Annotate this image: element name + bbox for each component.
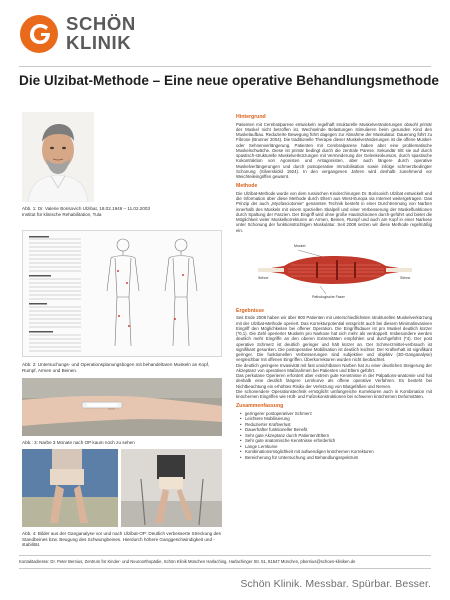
list-item: • Kombinationsmöglichkeit mit aufwendigen knöchernen Korrekturen: [240, 449, 432, 455]
list-item: • Leichtere Mobilisierung: [240, 416, 432, 422]
list-item: • geringerer postoperativer Schmerz: [240, 411, 432, 417]
header-divider: [19, 66, 431, 67]
section-title-results: Ergebnisse: [236, 307, 264, 314]
results-text-4: Die schonendere Operationstechnik ermöglicht umfangreiche Korrekturen auch in Kombination mit knöchernen Eingriffen wie Hüft- und Fußrekonstruktionen bei schweren knöchernen Deformitäten.: [236, 388, 432, 399]
footer-divider-bottom: [19, 568, 431, 569]
schoen-klinik-logo-icon: [19, 14, 59, 54]
results-text-3: Das perkutane Operieren erfordert aber extrem gute Kenntnisse in der Palpations-anatomie und hat deshalb eine deutlich längere Lernkurve als offene operative Verfahren. Es besteht bei Nichtbeachtung ein erhöhtes Risiko der Verletzung von Blutgefäßen und Nerven.: [236, 373, 432, 389]
list-item: • Dauerhafter funktioneller Benefit: [240, 427, 432, 433]
background-text: Patienten mit Cerebralparese entwickeln regelhaft strukturelle Muskelveränderungen obwohl primär der Muskel nicht betroffen ist. Wechselnde Belastungen stimulieren beim gesunden Kind den Muskelaufbau. Reduzierte Bewegung führt dagegen zur Abnahme der Muskulatur. Dauerung führt zu Fibrose (Brunner 2004). Die traditionelle Therapie dieser Muskelveränderungen ist die offene Muskel- oder Sehnenverlängerung. Patienten mit Cerebralparese haben aber eine problematische Muskelschwäche. Diese ist primär bedingt durch die zentrale Parese. Sekundär tritt sie auf durch spastisch-strukturelle Muskelverkürzungen mit Verminderung der Gelenkexkursion, durch spastische Kokontraktion von Agonisten und Antagonisten, aber auch längere durch operative Muskelverlängerungen und durch postoperative Immobilisation sowie infolge schmerzbedingter Schonung (Silverskiöld 1924). In den vergangenen Jahren wird deshalb zunehmend vor Weichteileingriffen gewarnt.: [236, 121, 432, 179]
method-text: Die Ulzibat-Methode wurde von dem russischen Kinderchirurgen Dr. Borisovich Ulzibat entwickelt und die Information über diese Methode durch Eltern aus West-Europa via Internet weitergetragen. Das Prinzip der auch „Myofasciotomie" genannten Technik besteht in einer Durchtrennung von Narben innerhalb des Muskels mit einem speziellen Skalpell und einer Verbesserung der Muskelfunktionen durch Spaltung der Faszien. Der Eingriff wird ohne große Hautinzisionen durch-geführt und bietet die Möglichkeit vieler Muskelkorrekturen an Armen, Beinen, Rumpf und auch am Kopf in einer Narkose unter Schonung der funktionstüchtigen Muskulatur. Seit 2008 setzen wir diese Methode regelmäßig ein.: [236, 190, 432, 233]
list-item: • Lange Lernkurve: [240, 444, 432, 450]
diagram-label-muscle: Muskel: [294, 243, 306, 248]
planning-sheet-image: [22, 230, 222, 357]
footer-divider-top: [19, 555, 431, 556]
portrait-photo: [22, 112, 94, 202]
brand-slogan: Schön Klinik. Messbar. Spürbar. Besser.: [240, 578, 431, 590]
list-item: • Sehr gute anatomische Kenntnisse erforderlich: [240, 438, 432, 444]
scar-photo: [22, 378, 222, 436]
figure-4-caption: Abb. 4: Bilder aus der Ganganalyse vor und nach Ulzibat-OP: Deutlich verbesserte Streckung des Standbeines bzw. Beugung des Schwungbeines. Hierdurch höhere Ganggeschwindigkeit und -stabilität.: [22, 531, 221, 548]
contact-address: Kontaktadresse: Dr. Peter Bernius, Zentrum für Kinder- und Neuroorthopädie, Schön Klinik München Harlaching, Harlachinger Str. 51, 81547 München, pbernius@schoen-kliniken.de: [19, 559, 356, 564]
diagram-label-tendon-right: Sehne: [400, 275, 411, 280]
list-item: • Reduzierter Kraftverlust: [240, 422, 432, 428]
page-title: Die Ulzibat-Methode – Eine neue operative Behandlungsmethode: [19, 73, 439, 88]
diagram-label-fibers: Pathologische Faser: [312, 294, 345, 299]
poster-header: [0, 0, 450, 64]
gait-photo-after: [121, 449, 222, 527]
muscle-diagram: [236, 236, 432, 304]
section-title-summary: Zusammenfassung: [236, 403, 284, 410]
gait-photo-before: [22, 449, 118, 527]
text-column: [236, 114, 432, 460]
brand-line-1: SCHÖN: [66, 13, 136, 34]
list-item: • Sehr gute Akzeptanz durch Patienten/Eltern: [240, 433, 432, 439]
list-item: • Bereicherung für Untersuchung und Behandlungsspektrum: [240, 455, 432, 461]
diagram-label-tendon-left: Sehne: [258, 275, 269, 280]
figure-3-caption: Abb.: 3: Narbe 3 Monate nach OP kaum noch zu sehen: [22, 440, 135, 445]
figure-1-caption: Abb. 1: Dr. Valerie Borisovich Ulzibat, 18.02.1946 – 11.02.2003 Institut für klinische Rehabilitation, Tula: [22, 206, 151, 217]
brand-line-2: KLINIK: [66, 32, 132, 53]
brand-name: [66, 14, 136, 52]
results-text-2: Die deutlich geringere Invasivität mit fast unsichtbaren Narben hat zu einer deutlichen Steigerung der Akzeptanz von operativen Maßnahmen bei Patienten und Eltern geführt.: [236, 362, 432, 373]
figure-2-caption: Abb. 2: Untersuchungs- und Operationsplanungsbogen mit behandeltaren Muskeln an Kopf, Rumpf, Armen und Beinen.: [22, 362, 210, 373]
section-title-method: Methode: [236, 183, 258, 190]
section-title-background: Hintergrund: [236, 114, 266, 120]
summary-list: [236, 411, 432, 461]
results-text-1: Seit Ende 2008 haben wir über 800 Patienten mit unterschiedlichsten strukturellen Muskelverkürzung mit der Ulzibat-Methode operiert. Das Korrekturpotential entspricht auch bei diesem Minimalinvasiven Eingriff den Möglichkeiten bei offener Operation. Die Eingriffsdauer ist pro Muskel deutlich kürzer (*0,1). Die Zahl operierter Muskeln pro Narkose hat sich mehr als verdoppelt. Insbesondere werden deutlich mehr Eingriffe an den oberen Extremitäten empfohlen und durchgeführt (*4). Der post operative Schmerz ist deutlich geringer und hält kürzer an. Der Schmerzmittel-verbrauch ist signifikant gesunken. Die postoperative Mobilisation ist deutlich leichter. Der Krafterhalt ist signifikant geringer. Die funktionellen Verbesserungen sind subjektive und objektiv (3D-Ganganalyse) vergleichbar mit offenen Eingriffen. Überkorrekturen wurden nicht beobachtet.: [236, 315, 432, 363]
